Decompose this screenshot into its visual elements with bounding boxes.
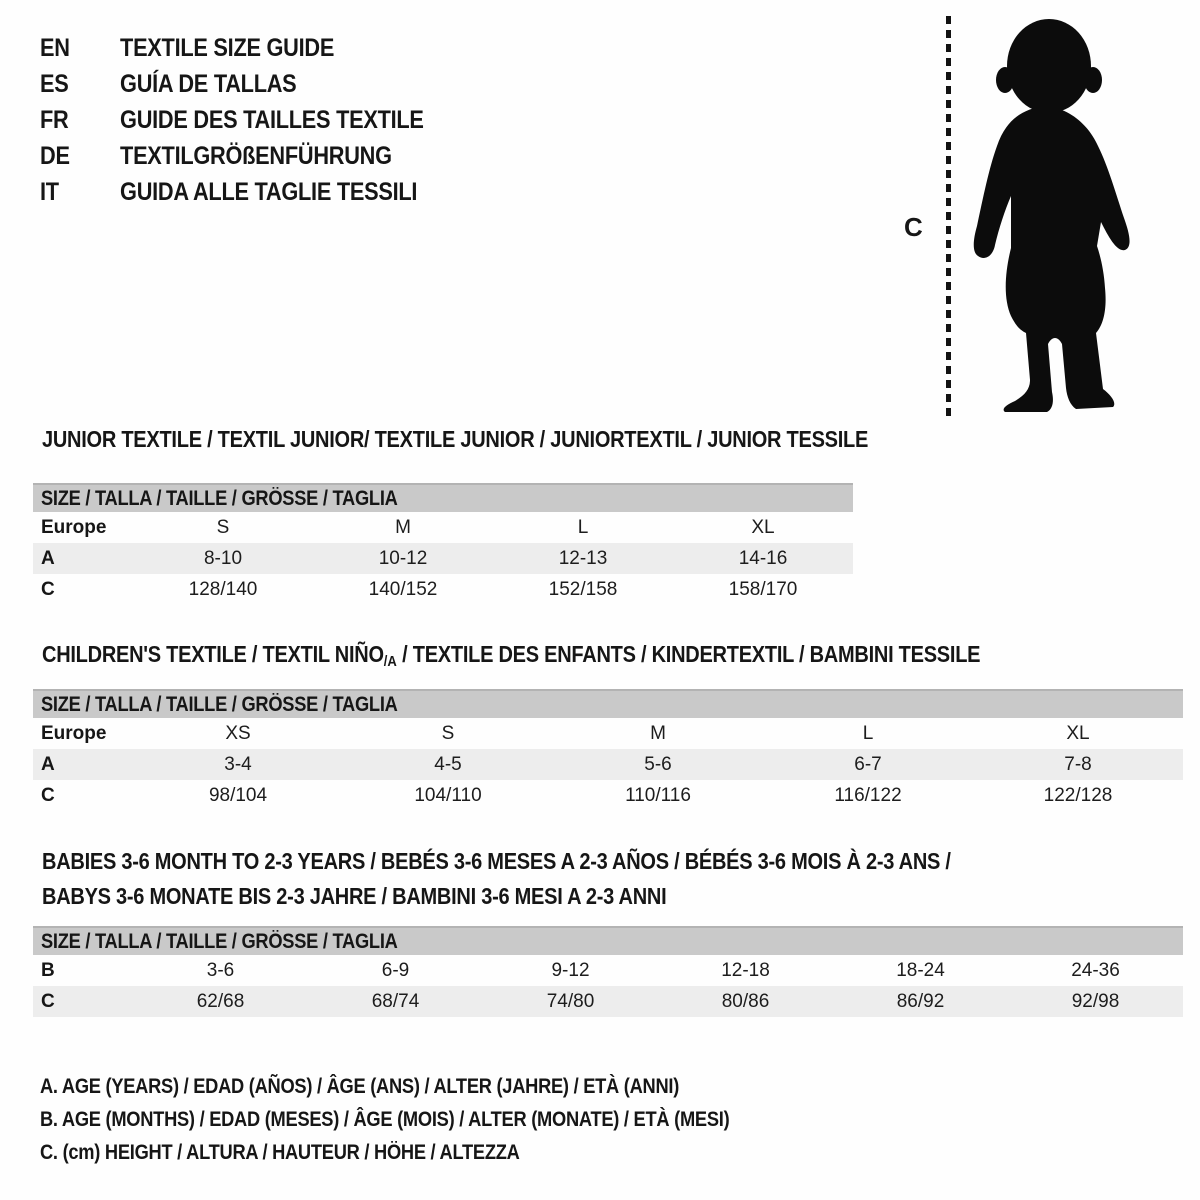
table-row-europe xyxy=(33,512,853,543)
size-cell: XS xyxy=(225,722,251,744)
table-row-height xyxy=(33,574,853,605)
language-row-it xyxy=(40,174,424,210)
age-cell: 24-36 xyxy=(1071,959,1120,981)
table-row-height xyxy=(33,780,1183,811)
legend-line-c: C. (cm) HEIGHT / ALTURA / HAUTEUR / HÖHE / ALTEZZA xyxy=(40,1140,520,1164)
row-label: A xyxy=(41,547,55,569)
age-cell: 3-4 xyxy=(224,753,252,775)
row-label: B xyxy=(41,959,55,981)
size-cell: S xyxy=(441,722,455,744)
babies-section-title-line2: BABYS 3-6 MONATE BIS 2-3 JAHRE / BAMBINI 3-6 MESI A 2-3 ANNI xyxy=(42,883,667,909)
height-measure-label-c: C xyxy=(904,212,923,242)
language-row-de xyxy=(40,138,424,174)
legend xyxy=(40,1070,832,1169)
size-header-bar xyxy=(33,926,1183,955)
children-title-prefix: CHILDREN'S TEXTILE / TEXTIL NIÑO xyxy=(42,641,384,667)
age-cell: 10-12 xyxy=(378,547,428,569)
language-code: IT xyxy=(40,177,59,206)
size-cell: XL xyxy=(1066,722,1090,744)
language-row-es xyxy=(40,66,424,102)
row-label: C xyxy=(41,578,55,600)
row-label: Europe xyxy=(41,722,107,744)
height-cell: 152/158 xyxy=(548,578,618,600)
age-cell: 18-24 xyxy=(896,959,945,981)
age-cell: 12-18 xyxy=(721,959,770,981)
height-cell: 104/110 xyxy=(414,784,482,806)
junior-section-title: JUNIOR TEXTILE / TEXTIL JUNIOR/ TEXTILE JUNIOR / JUNIORTEXTIL / JUNIOR TESSILE xyxy=(42,426,869,452)
row-label: Europe xyxy=(41,516,107,538)
age-cell: 7-8 xyxy=(1064,753,1092,775)
size-cell: M xyxy=(395,516,411,538)
guide-title-it: GUIDA ALLE TAGLIE TESSILI xyxy=(120,177,418,206)
guide-title-es: GUÍA DE TALLAS xyxy=(120,69,297,98)
height-cell: 74/80 xyxy=(546,990,595,1012)
junior-size-table xyxy=(33,483,853,605)
legend-line-b: B. AGE (MONTHS) / EDAD (MESES) / ÂGE (MOIS) / ALTER (MONATE) / ETÀ (MESI) xyxy=(40,1107,730,1131)
height-cell: 110/116 xyxy=(625,784,691,806)
table-row-age-months xyxy=(33,955,1183,986)
age-cell: 5-6 xyxy=(644,753,672,775)
table-row-age xyxy=(33,749,1183,780)
age-cell: 9-12 xyxy=(551,959,590,981)
height-cell: 68/74 xyxy=(371,990,420,1012)
row-label: C xyxy=(41,784,55,806)
size-cell: XL xyxy=(751,516,775,538)
age-cell: 12-13 xyxy=(558,547,608,569)
age-cell: 8-10 xyxy=(203,547,243,569)
table-row-height xyxy=(33,986,1183,1017)
babies-section-title-line1: BABIES 3-6 MONTH TO 2-3 YEARS / BEBÉS 3-6 MESES A 2-3 AÑOS / BÉBÉS 3-6 MOIS À 2-3 ANS / xyxy=(42,848,951,874)
height-cell: 62/68 xyxy=(196,990,245,1012)
height-cell: 116/122 xyxy=(834,784,902,806)
size-cell: L xyxy=(862,722,874,744)
height-measure-dashed-line xyxy=(946,16,951,416)
height-cell: 86/92 xyxy=(896,990,945,1012)
children-title-sub: /A xyxy=(383,653,397,670)
age-cell: 6-9 xyxy=(381,959,410,981)
language-code: ES xyxy=(40,69,69,98)
size-cell: S xyxy=(216,516,230,538)
language-code: DE xyxy=(40,141,70,170)
size-header-bar xyxy=(33,483,853,512)
table-row-europe xyxy=(33,718,1183,749)
language-title-list xyxy=(40,30,481,210)
babies-size-table xyxy=(33,926,1183,1017)
table-row-age xyxy=(33,543,853,574)
age-cell: 3-6 xyxy=(206,959,235,981)
guide-title-fr: GUIDE DES TAILLES TEXTILE xyxy=(120,105,424,134)
language-row-en xyxy=(40,30,424,66)
size-header-bar xyxy=(33,689,1183,718)
height-cell: 98/104 xyxy=(208,784,268,806)
height-cell: 92/98 xyxy=(1071,990,1120,1012)
age-cell: 14-16 xyxy=(738,547,788,569)
children-size-table xyxy=(33,689,1183,811)
guide-title-de: TEXTILGRÖßENFÜHRUNG xyxy=(120,141,392,170)
children-title-suffix: / TEXTILE DES ENFANTS / KINDERTEXTIL / BAMBINI TESSILE xyxy=(396,641,981,667)
size-cell: M xyxy=(650,722,666,744)
height-cell: 122/128 xyxy=(1043,784,1113,806)
guide-title-en: TEXTILE SIZE GUIDE xyxy=(120,33,335,62)
toddler-silhouette xyxy=(958,14,1138,416)
height-cell: 158/170 xyxy=(728,578,798,600)
language-code: FR xyxy=(40,105,69,134)
size-header-label: SIZE / TALLA / TAILLE / GRÖSSE / TAGLIA xyxy=(41,486,398,510)
children-section-title xyxy=(42,641,980,670)
size-cell: L xyxy=(577,516,589,538)
age-cell: 6-7 xyxy=(854,753,882,775)
language-row-fr xyxy=(40,102,424,138)
row-label: A xyxy=(41,753,55,775)
legend-line-a: A. AGE (YEARS) / EDAD (AÑOS) / ÂGE (ANS) / ALTER (JAHRE) / ETÀ (ANNI) xyxy=(40,1074,680,1098)
height-cell: 140/152 xyxy=(368,578,438,600)
height-cell: 128/140 xyxy=(188,578,258,600)
height-cell: 80/86 xyxy=(721,990,770,1012)
row-label: C xyxy=(41,990,55,1012)
size-header-label: SIZE / TALLA / TAILLE / GRÖSSE / TAGLIA xyxy=(41,692,398,716)
age-cell: 4-5 xyxy=(434,753,462,775)
language-code: EN xyxy=(40,33,70,62)
size-header-label: SIZE / TALLA / TAILLE / GRÖSSE / TAGLIA xyxy=(41,929,398,953)
